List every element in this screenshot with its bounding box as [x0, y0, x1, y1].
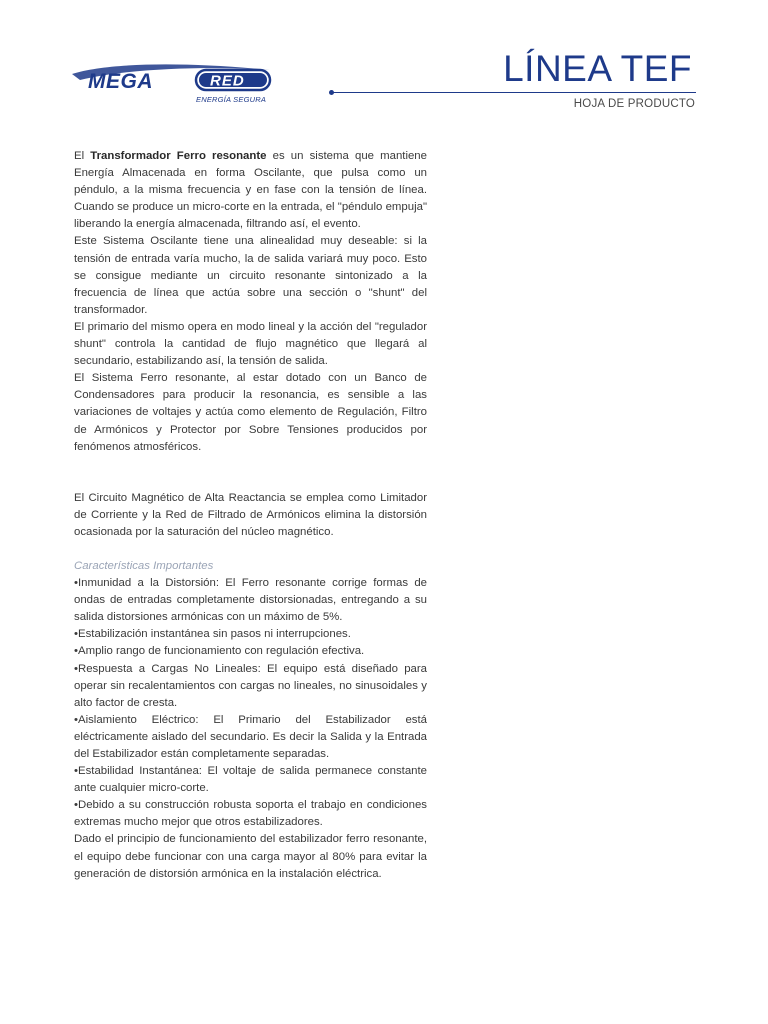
feature-item: •Estabilidad Instantánea: El voltaje de salida permanece constante ante cualquier micro-corte.: [74, 765, 427, 795]
document-subtitle: HOJA DE PRODUCTO: [573, 98, 695, 110]
document-body: [74, 148, 427, 883]
intro-paragraph-2: Este Sistema Oscilante tiene una alinealidad muy deseable: si la tensión de entrada varía mucho, la de salida variará muy poco. Esto se consigue mediante un circuito resonante sintonizado a la frecuencia de línea que actúa sobre una sección o "shunt" del transformador.: [74, 235, 427, 316]
feature-item: •Inmunidad a la Distorsión: El Ferro resonante corrige formas de ondas de entradas completamente distorsionadas, entregando a su salida distorsiones armónicas con un máximo de 5%.: [74, 577, 427, 624]
feature-item: •Amplio rango de funcionamiento con regulación efectiva.: [74, 645, 365, 658]
feature-item: •Debido a su construcción robusta soporta el trabajo en condiciones extremas mucho mejor que otros estabilizadores.: [74, 799, 427, 829]
logo-tagline: ENERGÍA SEGURA: [196, 95, 267, 104]
intro-rest: es un sistema que mantiene Energía Almacenada en forma Oscilante, que pulsa como un péndulo, a la misma frecuencia y en fase con la tensión de línea. Cuando se produce un micro-corte en la entrada, el "péndulo empuja" liberando la energía almacenada, filtrando así, el evento.: [74, 150, 427, 231]
megared-logo: [70, 64, 275, 106]
title-rule: [332, 92, 696, 93]
spacer: [74, 541, 427, 558]
document-title: LÍNEA TEF: [503, 48, 692, 89]
features-heading: Características Importantes: [74, 559, 214, 572]
feature-item: •Estabilización instantánea sin pasos ni interrupciones.: [74, 628, 351, 641]
feature-item: •Aislamiento Eléctrico: El Primario del Estabilizador está eléctricamente aislado del secundario. Es decir la Salida y la Entrada del Estabilizador están completamente separadas.: [74, 713, 427, 760]
intro-bold-term: Transformador Ferro resonante: [90, 150, 267, 162]
spacer: [74, 456, 427, 490]
intro-prefix: El: [74, 150, 91, 162]
intro-paragraph-4: El Sistema Ferro resonante, al estar dotado con un Banco de Condensadores para producir la resonancia, es sensible a las variaciones de voltajes y actúa como elemento de Regulación, Filtro de Armónicos y Protector por Sobre Tensiones producidos por fenómenos atmosféricos.: [74, 372, 427, 453]
features-closing-paragraph: Dado el principio de funcionamiento del estabilizador ferro resonante, el equipo debe funcionar con una carga mayor al 80% para evitar la generación de distorsión armónica en la instalación eléctrica.: [74, 833, 427, 880]
logo-mark: [70, 64, 275, 96]
feature-item: •Respuesta a Cargas No Lineales: El equipo está diseñado para operar sin recalentamientos con cargas no lineales, no sinusoidales y alto factor de cresta.: [74, 662, 427, 709]
circuit-paragraph: El Circuito Magnético de Alta Reactancia se emplea como Limitador de Corriente y la Red de Filtrado de Armónicos elimina la distorsión ocasionada por la saturación del núcleo magnético.: [74, 491, 427, 538]
logo-text-left: MEGA: [88, 70, 153, 93]
intro-paragraph-3: El primario del mismo opera en modo lineal y la acción del "regulador shunt" controla la cantidad de flujo magnético que llegará al secundario, estabilizando así, la tensión de salida.: [74, 320, 427, 368]
logo-text-right: RED: [210, 72, 245, 90]
intro-paragraph-1: [74, 148, 427, 233]
